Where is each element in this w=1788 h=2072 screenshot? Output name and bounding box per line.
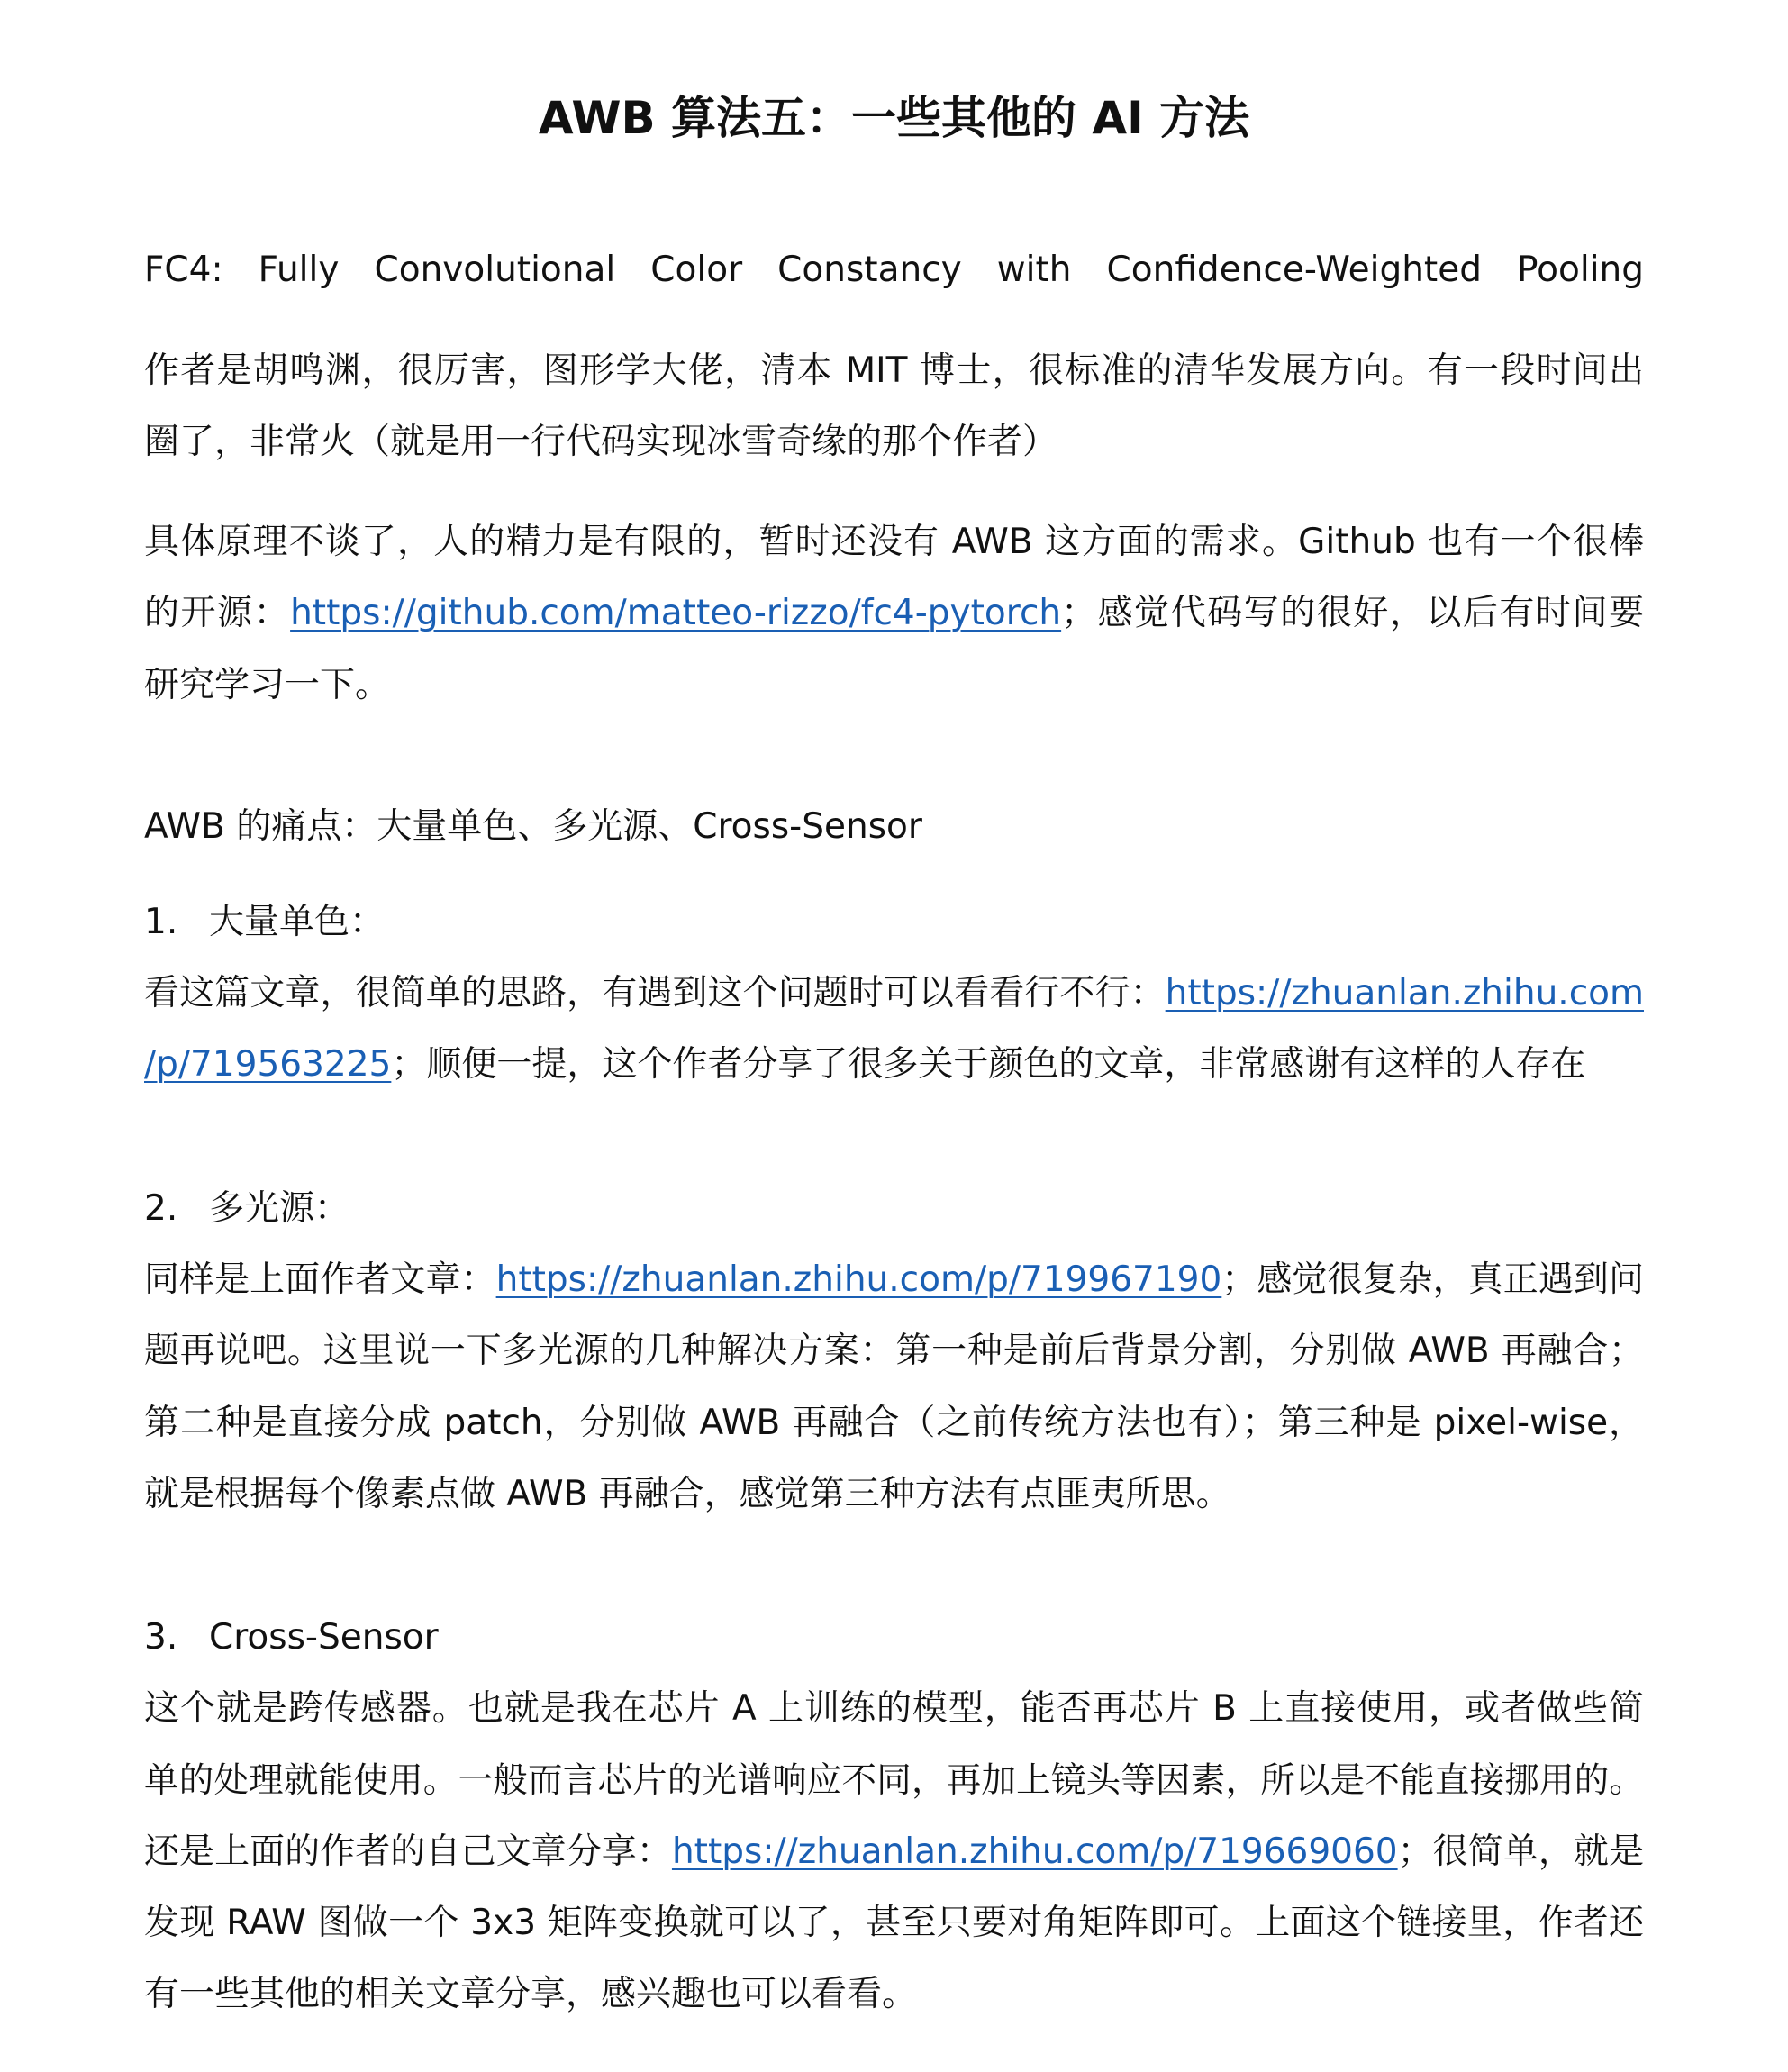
principle-line2-prefix: 的开源： [144, 593, 291, 633]
principle-line2 [144, 588, 1644, 639]
section2-line2: 题再说吧。这里说一下多光源的几种解决方案：第一种是前后背景分割，分别做 AWB 再融合； [144, 1331, 1644, 1371]
section3-number: 3. [144, 1617, 178, 1658]
section1-heading-text: 大量单色： [209, 902, 386, 942]
section1-line2-suffix: ；顺便一提，这个作者分享了很多关于颜色的文章，非常感谢有这样的人存在 [391, 1044, 1586, 1085]
section3-heading [144, 1613, 1644, 1663]
principle-line3: 研究学习一下。 [144, 665, 391, 705]
author-intro-line2: 圈了，非常火（就是用一行代码实现冰雪奇缘的那个作者） [144, 422, 1058, 462]
section2-heading-text: 多光源： [209, 1188, 350, 1229]
section1-link-part1[interactable]: https://zhuanlan.zhihu.com [1165, 973, 1644, 1013]
section3-line2: 单的处理就能使用。一般而言芯片的光谱响应不同，再加上镜头等因素，所以是不能直接挪用的。 [144, 1760, 1644, 1801]
section2-number: 2. [144, 1188, 178, 1229]
section3-line3-suffix: ；很简单，就是 [1397, 1831, 1644, 1872]
section3-line5: 有一些其他的相关文章分享，感兴趣也可以看看。 [144, 1974, 918, 2014]
section1-line1 [144, 968, 1644, 1019]
principle-line1: 具体原理不谈了，人的精力是有限的，暂时还没有 AWB 这方面的需求。Github 也有一个很棒 [144, 522, 1644, 562]
section3-line1: 这个就是跨传感器。也就是我在芯片 A 上训练的模型，能否再芯片 B 上直接使用，或者做些简 [144, 1688, 1644, 1729]
section3-line3 [144, 1827, 1644, 1877]
section1-line1-prefix: 看这篇文章，很简单的思路，有遇到这个问题时可以看看行不行： [144, 973, 1166, 1013]
author-intro-line1: 作者是胡鸣渊，很厉害，图形学大佬，清本 MIT 博士，很标准的清华发展方向。有一段时间出 [144, 350, 1644, 391]
section2-heading [144, 1184, 1644, 1234]
paper-title: FC4: Fully Convolutional Color Constancy with Confidence-Weighted Pooling [144, 250, 1644, 290]
section1-number: 1. [144, 902, 178, 942]
section1-link-part2[interactable]: /p/719563225 [144, 1044, 392, 1085]
section2-line3: 第二种是直接分成 patch，分别做 AWB 再融合（之前传统方法也有）；第三种是 pixel-wise， [144, 1403, 1644, 1443]
section3-line3-prefix: 还是上面的作者的自己文章分享： [144, 1831, 672, 1872]
section2-line1 [144, 1255, 1644, 1305]
principle-line2-suffix: ；感觉代码写的很好，以后有时间要 [1061, 593, 1644, 633]
pain-points-heading: AWB 的痛点：大量单色、多光源、Cross-Sensor [144, 806, 922, 847]
section3-heading-text: Cross-Sensor [209, 1617, 439, 1658]
section3-line4: 发现 RAW 图做一个 3x3 矩阵变换就可以了，甚至只要对角矩阵即可。上面这个链接里，作者还 [144, 1903, 1644, 1943]
github-link[interactable]: https://github.com/matteo-rizzo/fc4-pytorch [290, 593, 1062, 633]
section2-line1-prefix: 同样是上面作者文章： [144, 1259, 496, 1300]
section2-line1-suffix: ；感觉很复杂，真正遇到问 [1221, 1259, 1644, 1300]
section2-line4: 就是根据每个像素点做 AWB 再融合，感觉第三种方法有点匪夷所思。 [144, 1474, 1231, 1514]
section1-heading [144, 897, 1644, 948]
section3-link[interactable]: https://zhuanlan.zhihu.com/p/719669060 [671, 1831, 1398, 1872]
document-title: AWB 算法五：一些其他的 AI 方法 [538, 92, 1250, 144]
section1-line2 [144, 1040, 1644, 1090]
section2-link[interactable]: https://zhuanlan.zhihu.com/p/719967190 [495, 1259, 1222, 1300]
